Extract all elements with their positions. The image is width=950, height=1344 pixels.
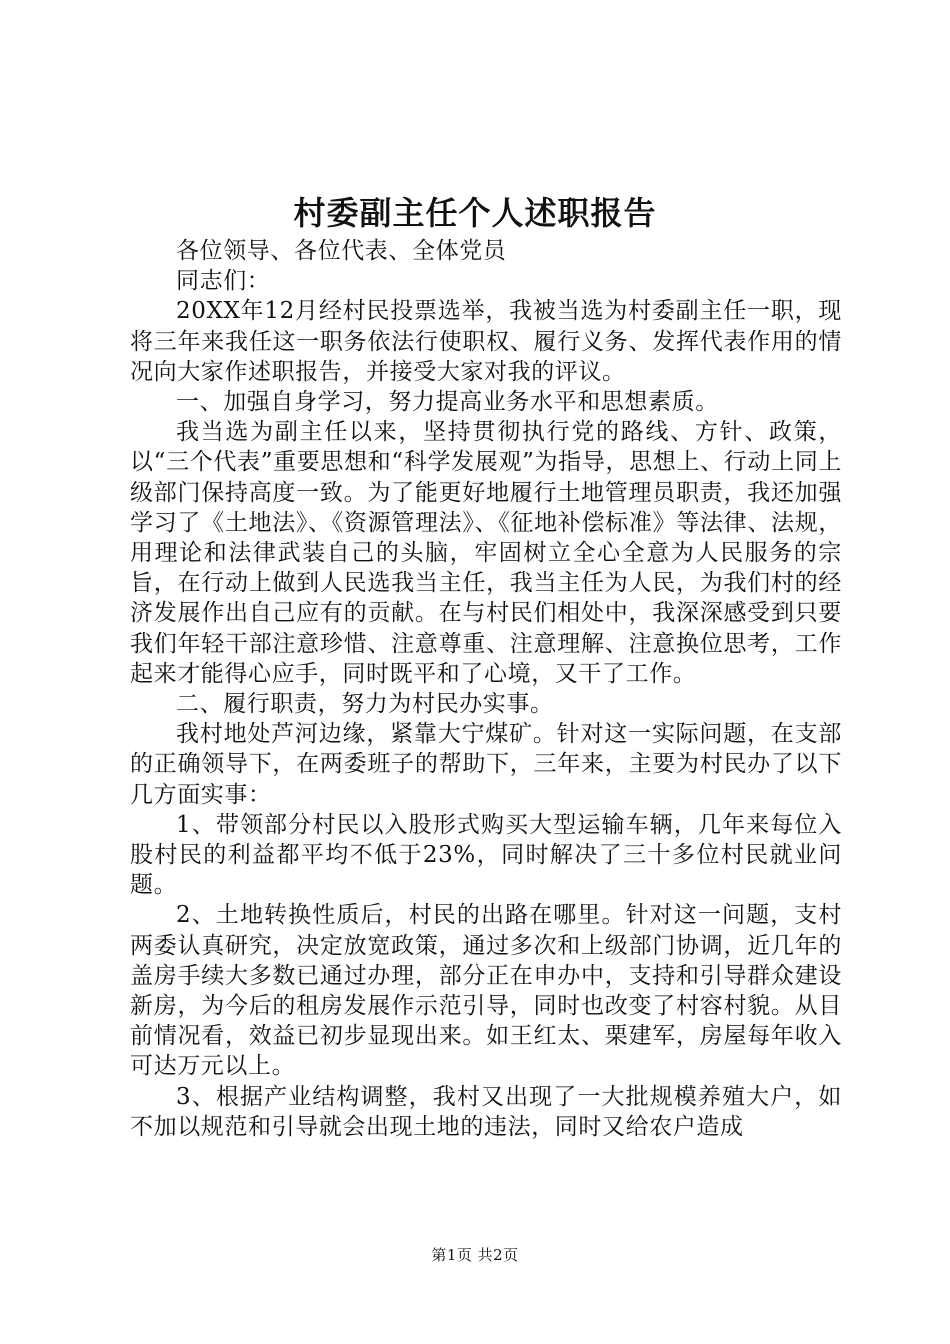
section-heading: 一、加强自身学习，努力提高业务水平和思想素质。 xyxy=(176,389,719,416)
body-paragraph: 我村地处芦河边缘，紧靠大宁煤矿。针对这一实际问题，在支部的正确领导下，在两委班子的帮助下，三年来，主要为村民办了以下几方面实事： xyxy=(130,721,842,808)
list-item: 1、带领部分村民以入股形式购买大型运输车辆，几年来每位入股村民的利益都平均不低于23%，同时解决了三十多位村民就业问题。 xyxy=(130,811,842,899)
document-body xyxy=(130,236,842,1142)
section-heading: 二、履行职责，努力为村民办实事。 xyxy=(176,691,554,718)
salutation-line: 同志们： xyxy=(176,268,271,295)
page-footer: 第1页 共2页 xyxy=(431,1246,519,1264)
list-item: 2、土地转换性质后，村民的出路在哪里。针对这一问题，支村两委认真研究，决定放宽政策，通过多次和上级部门协调，近几年的盖房手续大多数已通过办理，部分正在申办中，支持和引导群众建设新房，为今后的租房发展作示范引导，同时也改变了村容村貌。从目前情况看，效益已初步显现出来。如王红太、栗建军，房屋每年收入可达万元以上。 xyxy=(130,902,842,1080)
body-paragraph: 我当选为副主任以来，坚持贯彻执行党的路线、方针、政策，以“三个代表”重要思想和“科学发展观”为指导，思想上、行动上同上级部门保持高度一致。为了能更好地履行土地管理员职责，我还加强学习了《土地法》、《资源管理法》、《征地补偿标准》等法律、法规，用理论和法律武装自己的头脑，牢固树立全心全意为人民服务的宗旨，在行动上做到人民选我当主任，我当主任为人民，为我们村的经济发展作出自己应有的贡献。在与村民们相处中，我深深感受到只要我们年轻干部注意珍惜、注意尊重、注意理解、注意换位思考，工作起来才能得心应手，同时既平和了心境，又干了工作。 xyxy=(130,419,842,687)
document-title: 村委副主任个人述职报告 xyxy=(293,194,657,232)
salutation-line: 各位领导、各位代表、全体党员 xyxy=(176,238,507,264)
list-item: 3、根据产业结构调整，我村又出现了一大批规模养殖大户，如不加以规范和引导就会出现土地的违法，同时又给农户造成 xyxy=(130,1083,842,1140)
body-paragraph: 20XX年12月经村民投票选举，我被当选为村委副主任一职，现将三年来我任这一职务依法行使职权、履行义务、发挥代表作用的情况向大家作述职报告，并接受大家对我的评议。 xyxy=(130,298,842,385)
